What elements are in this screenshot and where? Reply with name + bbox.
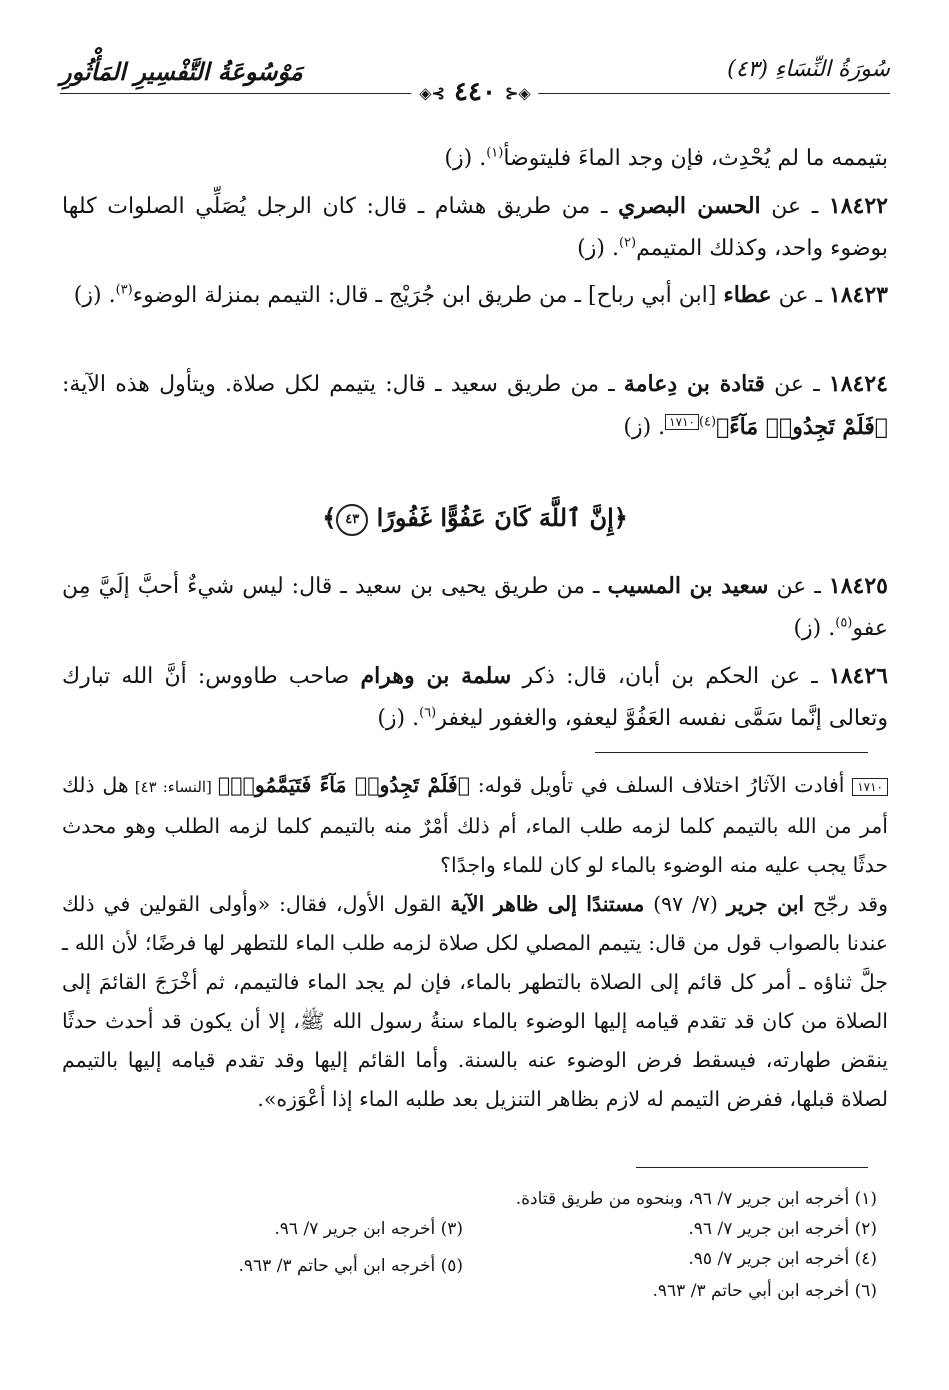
narration-number: ١٨٤٢٢ (828, 193, 888, 219)
narration-number: ١٨٤٢٣ (828, 282, 888, 308)
surah-title: سُورَةُ النِّسَاءِ (٤٣) (727, 57, 890, 82)
footnote-3: (٣) أخرجه ابن جرير ٧/ ٩٦. (274, 1219, 463, 1239)
narration-18424 (62, 363, 888, 449)
narration-prefix: ـ عن (764, 372, 829, 397)
narration-tail: . (ز) (444, 146, 487, 171)
narrator-name: سعيد بن المسيب (607, 573, 769, 599)
footnote-separator (636, 1167, 868, 1168)
narration-18423 (62, 274, 888, 317)
narration-18426 (62, 655, 888, 740)
commentary-ref-box: ١٧١٠ (665, 414, 699, 430)
commentary-block (62, 766, 888, 1119)
narration-text: بتيممه ما لم يُحْدِث، فإن وجد الماءَ فليتوضأ (503, 146, 888, 171)
narrator-name: قتادة بن دِعامة (623, 371, 765, 397)
narration-number: ١٨٤٢٦ (828, 663, 888, 689)
quran-verse: ﴿فَلَمْ تَجِدُوا۟ مَآءً فَتَيَمَّمُوا۟﴾ (217, 773, 471, 797)
narration-continuation (62, 138, 888, 180)
narration-text: [ابن أبي رباح] ـ من طريق ابن جُرَيْج ـ قال: التيمم بمنزلة الوضوء (132, 283, 724, 308)
scholar-name: ابن جرير (726, 892, 805, 916)
footnote-ref: (٥) (835, 615, 853, 631)
narration-tail: . (ز) (793, 616, 836, 641)
commentary-quote: القول الأول، فقال: «وأولى القولين في ذلك عندنا بالصواب قول من قال: يتيمم المصلي لكل صلاة لزمه طلب الماء للتطهر لها فرضًا؛ لأن الله ـ جلَّ ثناؤه ـ أمر كل قائم إلى الصلاة بالتطهر بالماء، فإن لم يجد الماء فالتيمم، ثم أخْرَجَ القائمَ إلى الصلاة من كان قد تقدم قيامه إليها الوضوء بالماء سنةُ رسول الله ﷺ، إلا أن يكون قد أحدث حدثًا ينقض طهارته، فيسقط فرض الوضوء عنه بالسنة. وأما القائم إليها وقد تقدم قيامه إليها بالتيمم لصلاة قبلها، ففرض التيمم له لازم بظاهر التنزيل بعد طلبه الماء إذا أعْوَزه». (62, 892, 888, 1111)
narration-text: ـ من طريق هشام ـ قال: كان الرجل يُصَلِّي الصلوات كلها بوضوء واحد، وكذلك المتيمم (62, 194, 888, 261)
page-number-block (411, 77, 538, 107)
verse-close: ﴾ (322, 503, 337, 532)
footnote-2: (٢) أخرجه ابن جرير ٧/ ٩٦. (688, 1219, 877, 1239)
commentary-intro (62, 766, 888, 885)
verse-text: ﴿إِنَّ ٱللَّهَ كَانَ عَفُوًّا غَفُورًا (376, 503, 628, 532)
narration-number: ١٨٤٢٤ (828, 371, 888, 397)
narration-tail: . (ز) (577, 236, 619, 261)
narration-prefix: ـ عن (771, 283, 829, 308)
commentary-number-box: ١٧١٠ (852, 778, 888, 796)
narration-tail: . (ز) (377, 706, 420, 731)
footnote-6: (٦) أخرجه ابن أبي حاتم ٣/ ٩٦٣. (652, 1281, 877, 1301)
footnote-ref: (٦) (419, 705, 437, 721)
footnote-ref: (٢) (618, 235, 637, 251)
ornament-right-icon: ◈⊰ (505, 83, 531, 103)
ayah-number-icon: ٤٣ (336, 504, 368, 536)
narrator-name: عطاء (723, 282, 772, 308)
footnote-ref: (٣) (115, 282, 133, 298)
verse-heading (62, 495, 888, 541)
commentary-citation: (٧/ ٩٧) (644, 892, 727, 916)
commentary-tarjih (62, 885, 888, 1119)
quran-verse: ﴿فَلَمْ تَجِدُوا۟ مَآءً﴾ (716, 414, 888, 440)
page-number: ٤٤٠ (454, 77, 496, 107)
book-title: مَوْسُوعَةُ التَّفْسِيرِ المَأْثُورِ (60, 57, 303, 86)
narration-prefix: ـ عن (760, 194, 829, 219)
narration-tail: . (ز) (73, 283, 116, 308)
narrator-name: الحسن البصري (618, 193, 761, 219)
narration-number: ١٨٤٢٥ (828, 573, 888, 599)
footnote-ref: (١) (486, 145, 504, 161)
verse-reference: [النساء: ٤٣] (128, 778, 218, 796)
narration-18425 (62, 565, 888, 650)
narration-prefix: ـ عن الحكم بن أبان، قال: ذكر (511, 664, 829, 689)
page-header (60, 55, 890, 105)
narration-tail: . (ز) (623, 415, 666, 440)
ornament-left-icon: ⊱◈ (419, 83, 445, 103)
footnote-5: (٥) أخرجه ابن أبي حاتم ٣/ ٩٦٣. (238, 1256, 463, 1276)
commentary-text: وقد رجّح (804, 892, 888, 916)
commentary-intro-text: أفادت الآثارُ اختلاف السلف في تأويل قوله: (470, 773, 853, 797)
commentary-separator (595, 752, 868, 753)
commentary-question: هل ذلك أمر من الله بالتيمم كلما لزمه طلب الماء، أم ذلك أمْرٌ منه بالتيمم كلما لزمه الطلب وهو محدث حدثًا يجب عليه منه الوضوء بالماء لو كان للماء واجدًا؟ (62, 773, 888, 877)
footnote-4: (٤) أخرجه ابن جرير ٧/ ٩٥. (688, 1249, 877, 1269)
narration-text: ـ من طريق يحيى بن سعيد ـ قال: ليس شيءٌ أحبَّ إلَيَّ مِن عفو (62, 574, 888, 641)
narration-18422 (62, 185, 888, 270)
footnote-ref: (٤) (698, 414, 717, 430)
narrator-name: سلمة بن وهرام (360, 663, 512, 689)
commentary-emphasis: مستندًا إلى ظاهر الآية (450, 892, 645, 916)
narration-prefix: ـ عن (768, 574, 829, 599)
footnote-1: (١) أخرجه ابن جرير ٧/ ٩٦، وبنحوه من طريق قتادة. (515, 1189, 877, 1209)
narration-text: صاحب طاووس: أنَّ الله تبارك وتعالى إنَّما سَمَّى نفسه العَفُوَّ ليعفو، والغفور ليغفر (62, 664, 888, 731)
narration-text: ـ من طريق سعيد ـ قال: يتيمم لكل صلاة. ويتأول هذه الآية: (62, 372, 624, 397)
